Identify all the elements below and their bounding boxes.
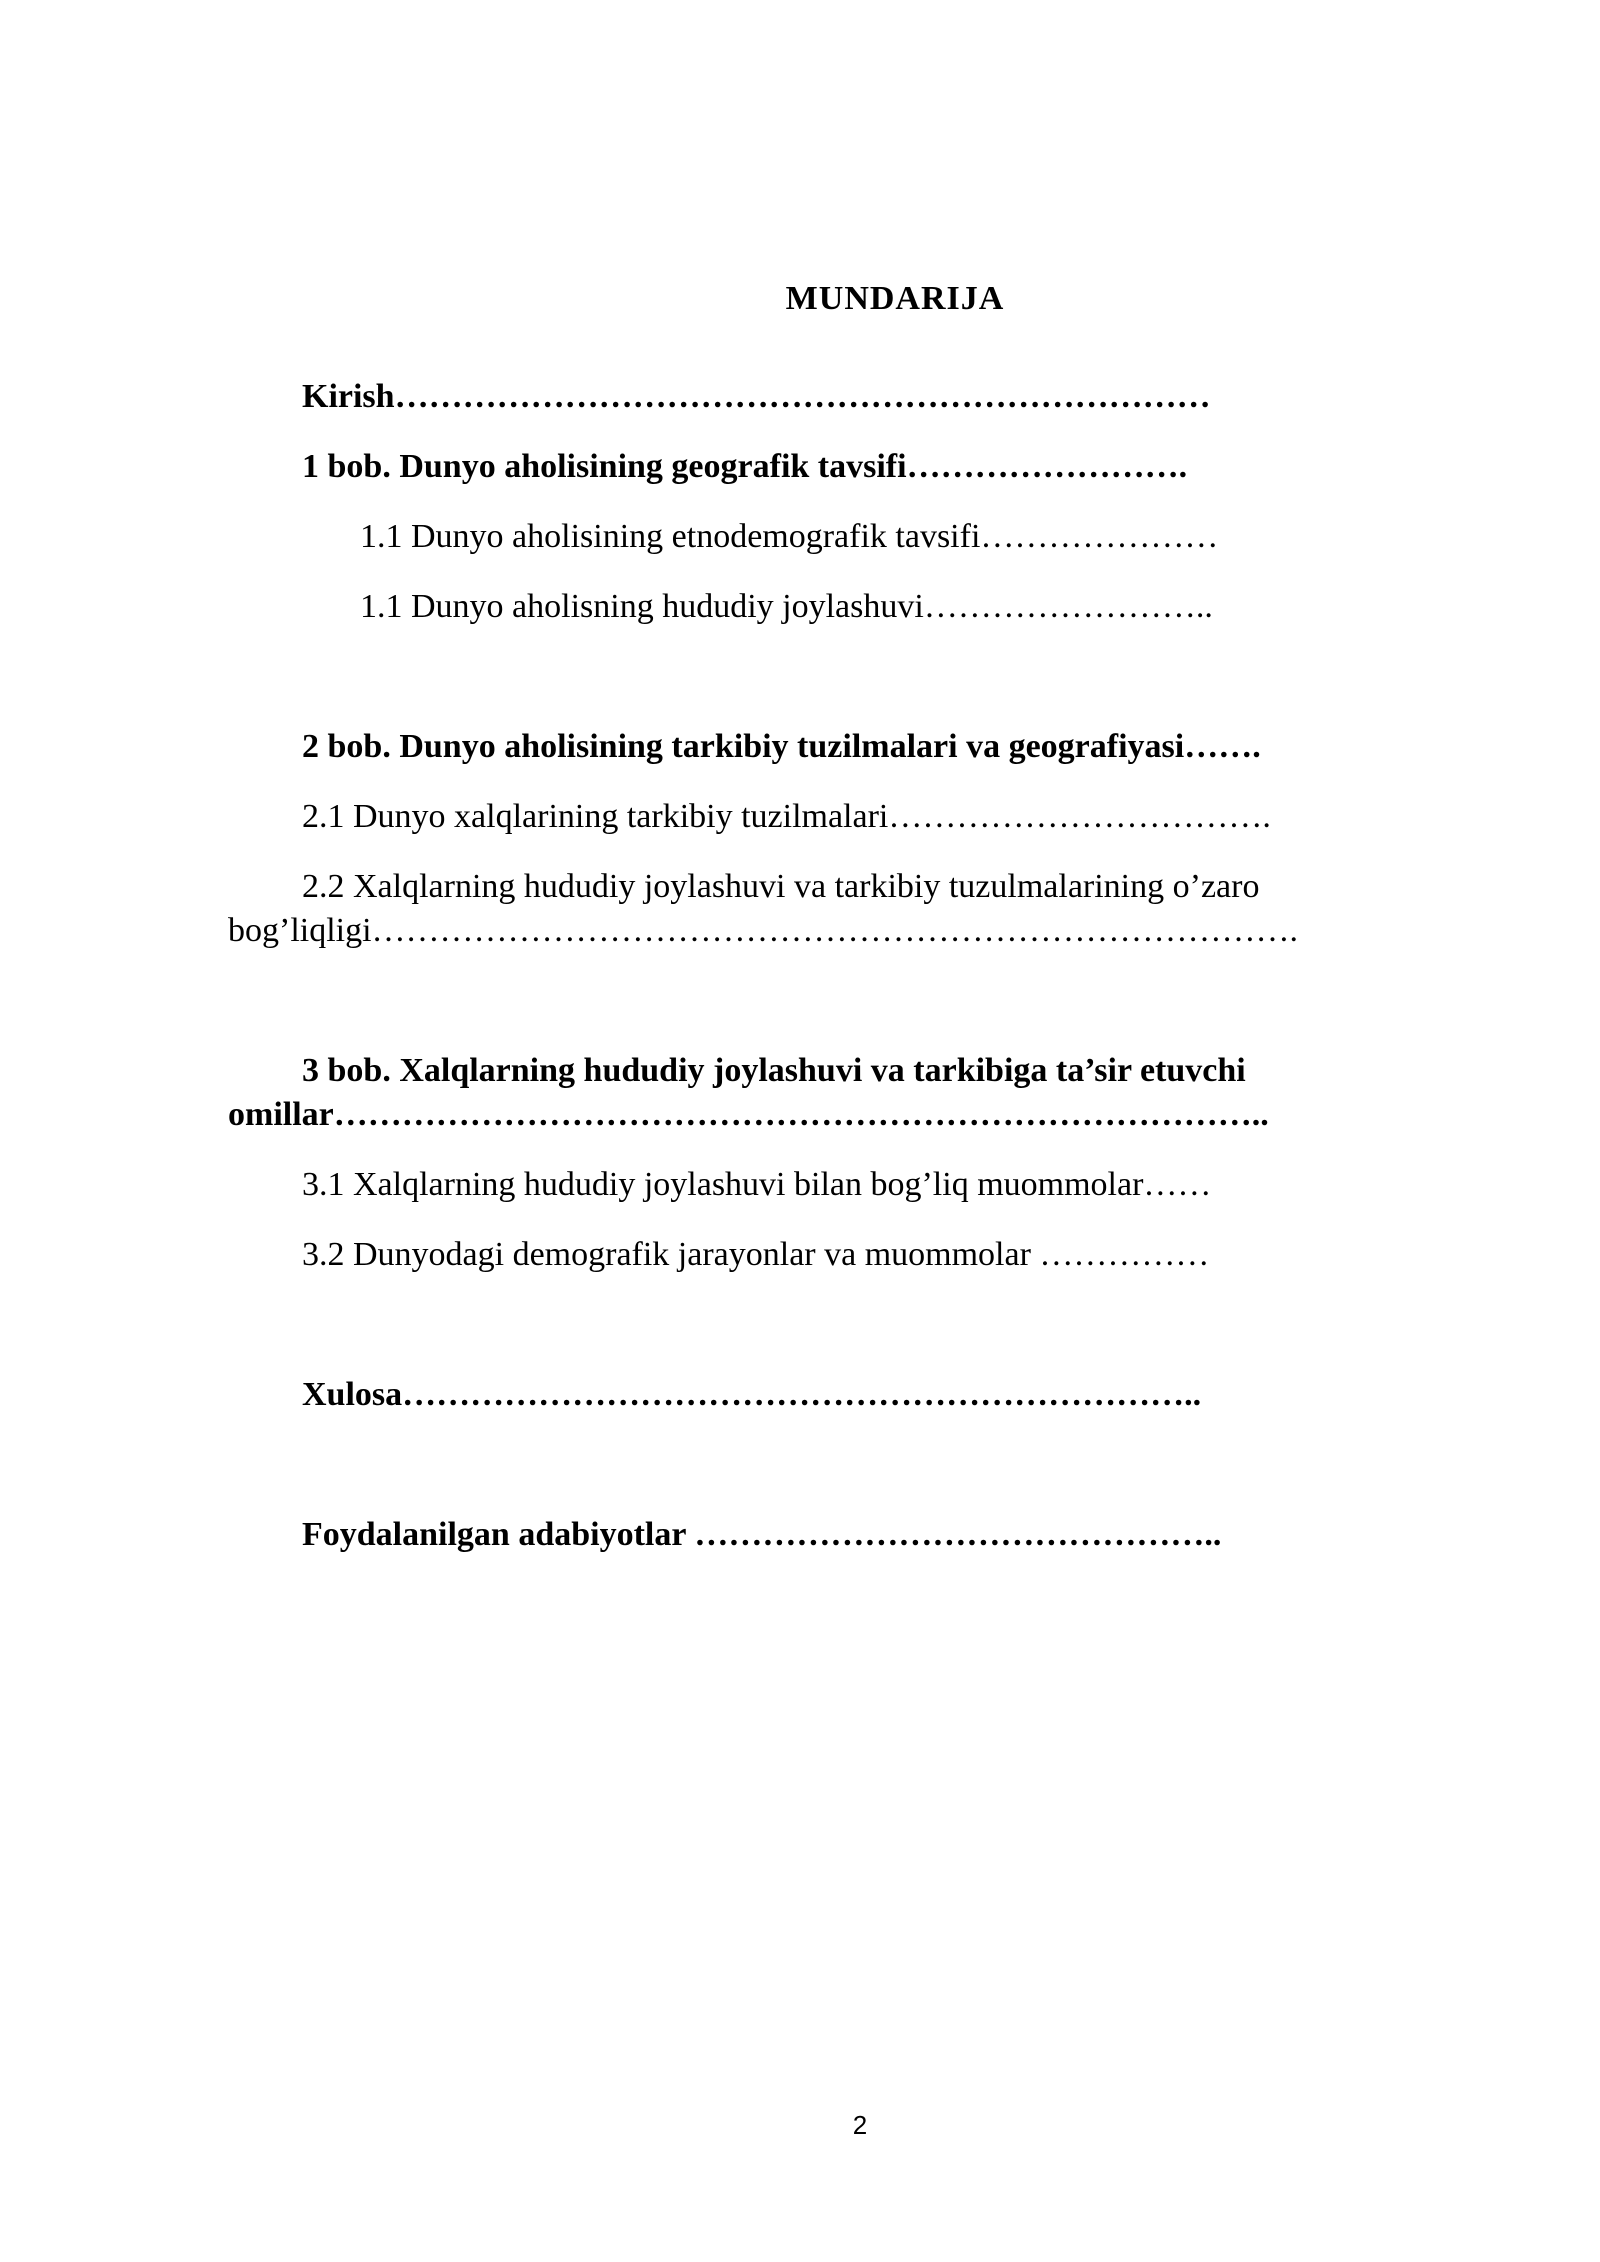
- toc-entry-chapter-2: 2 bob. Dunyo aholisining tarkibiy tuzilmalari va geografiyasi…….: [302, 728, 1261, 765]
- toc-entry-2-2-line-1: 2.2 Xalqlarning hududiy joylashuvi va tarkibiy tuzulmalarining o’zaro: [302, 868, 1260, 905]
- page-number: 2: [852, 2110, 868, 2140]
- toc-entry-chapter-3-line-1: 3 bob. Xalqlarning hududiy joylashuvi va tarkibiga ta’sir etuvchi: [302, 1052, 1246, 1089]
- toc-entry-1-2: 1.1 Dunyo aholisning hududiy joylashuvi……………………..: [360, 588, 1213, 625]
- toc-entry-adabiyotlar: Foydalanilgan adabiyotlar ………………………………………..: [302, 1516, 1222, 1553]
- toc-entry-xulosa: Xulosa……………………………………………………………..: [302, 1376, 1202, 1413]
- toc-entry-3-1: 3.1 Xalqlarning hududiy joylashuvi bilan bog’liq muommolar……: [302, 1166, 1212, 1203]
- toc-entry-2-2-line-2: bog’liqligi……………………………………………………………………….: [228, 912, 1299, 949]
- toc-entry-chapter-3-line-2: omillar………………………………………………………………………..: [228, 1096, 1269, 1133]
- toc-entry-chapter-1: 1 bob. Dunyo aholisining geografik tavsifi…………………….: [302, 448, 1188, 485]
- toc-entry-2-1: 2.1 Dunyo xalqlarining tarkibiy tuzilmalari…………………………….: [302, 798, 1271, 835]
- toc-entry-kirish: Kirish………………………………………………………………: [302, 378, 1211, 415]
- toc-entry-3-2: 3.2 Dunyodagi demografik jarayonlar va muommolar ……………: [302, 1236, 1210, 1273]
- page-title: MUNDARIJA: [785, 280, 1005, 317]
- toc-entry-1-1: 1.1 Dunyo aholisining etnodemografik tavsifi…………………: [360, 518, 1219, 555]
